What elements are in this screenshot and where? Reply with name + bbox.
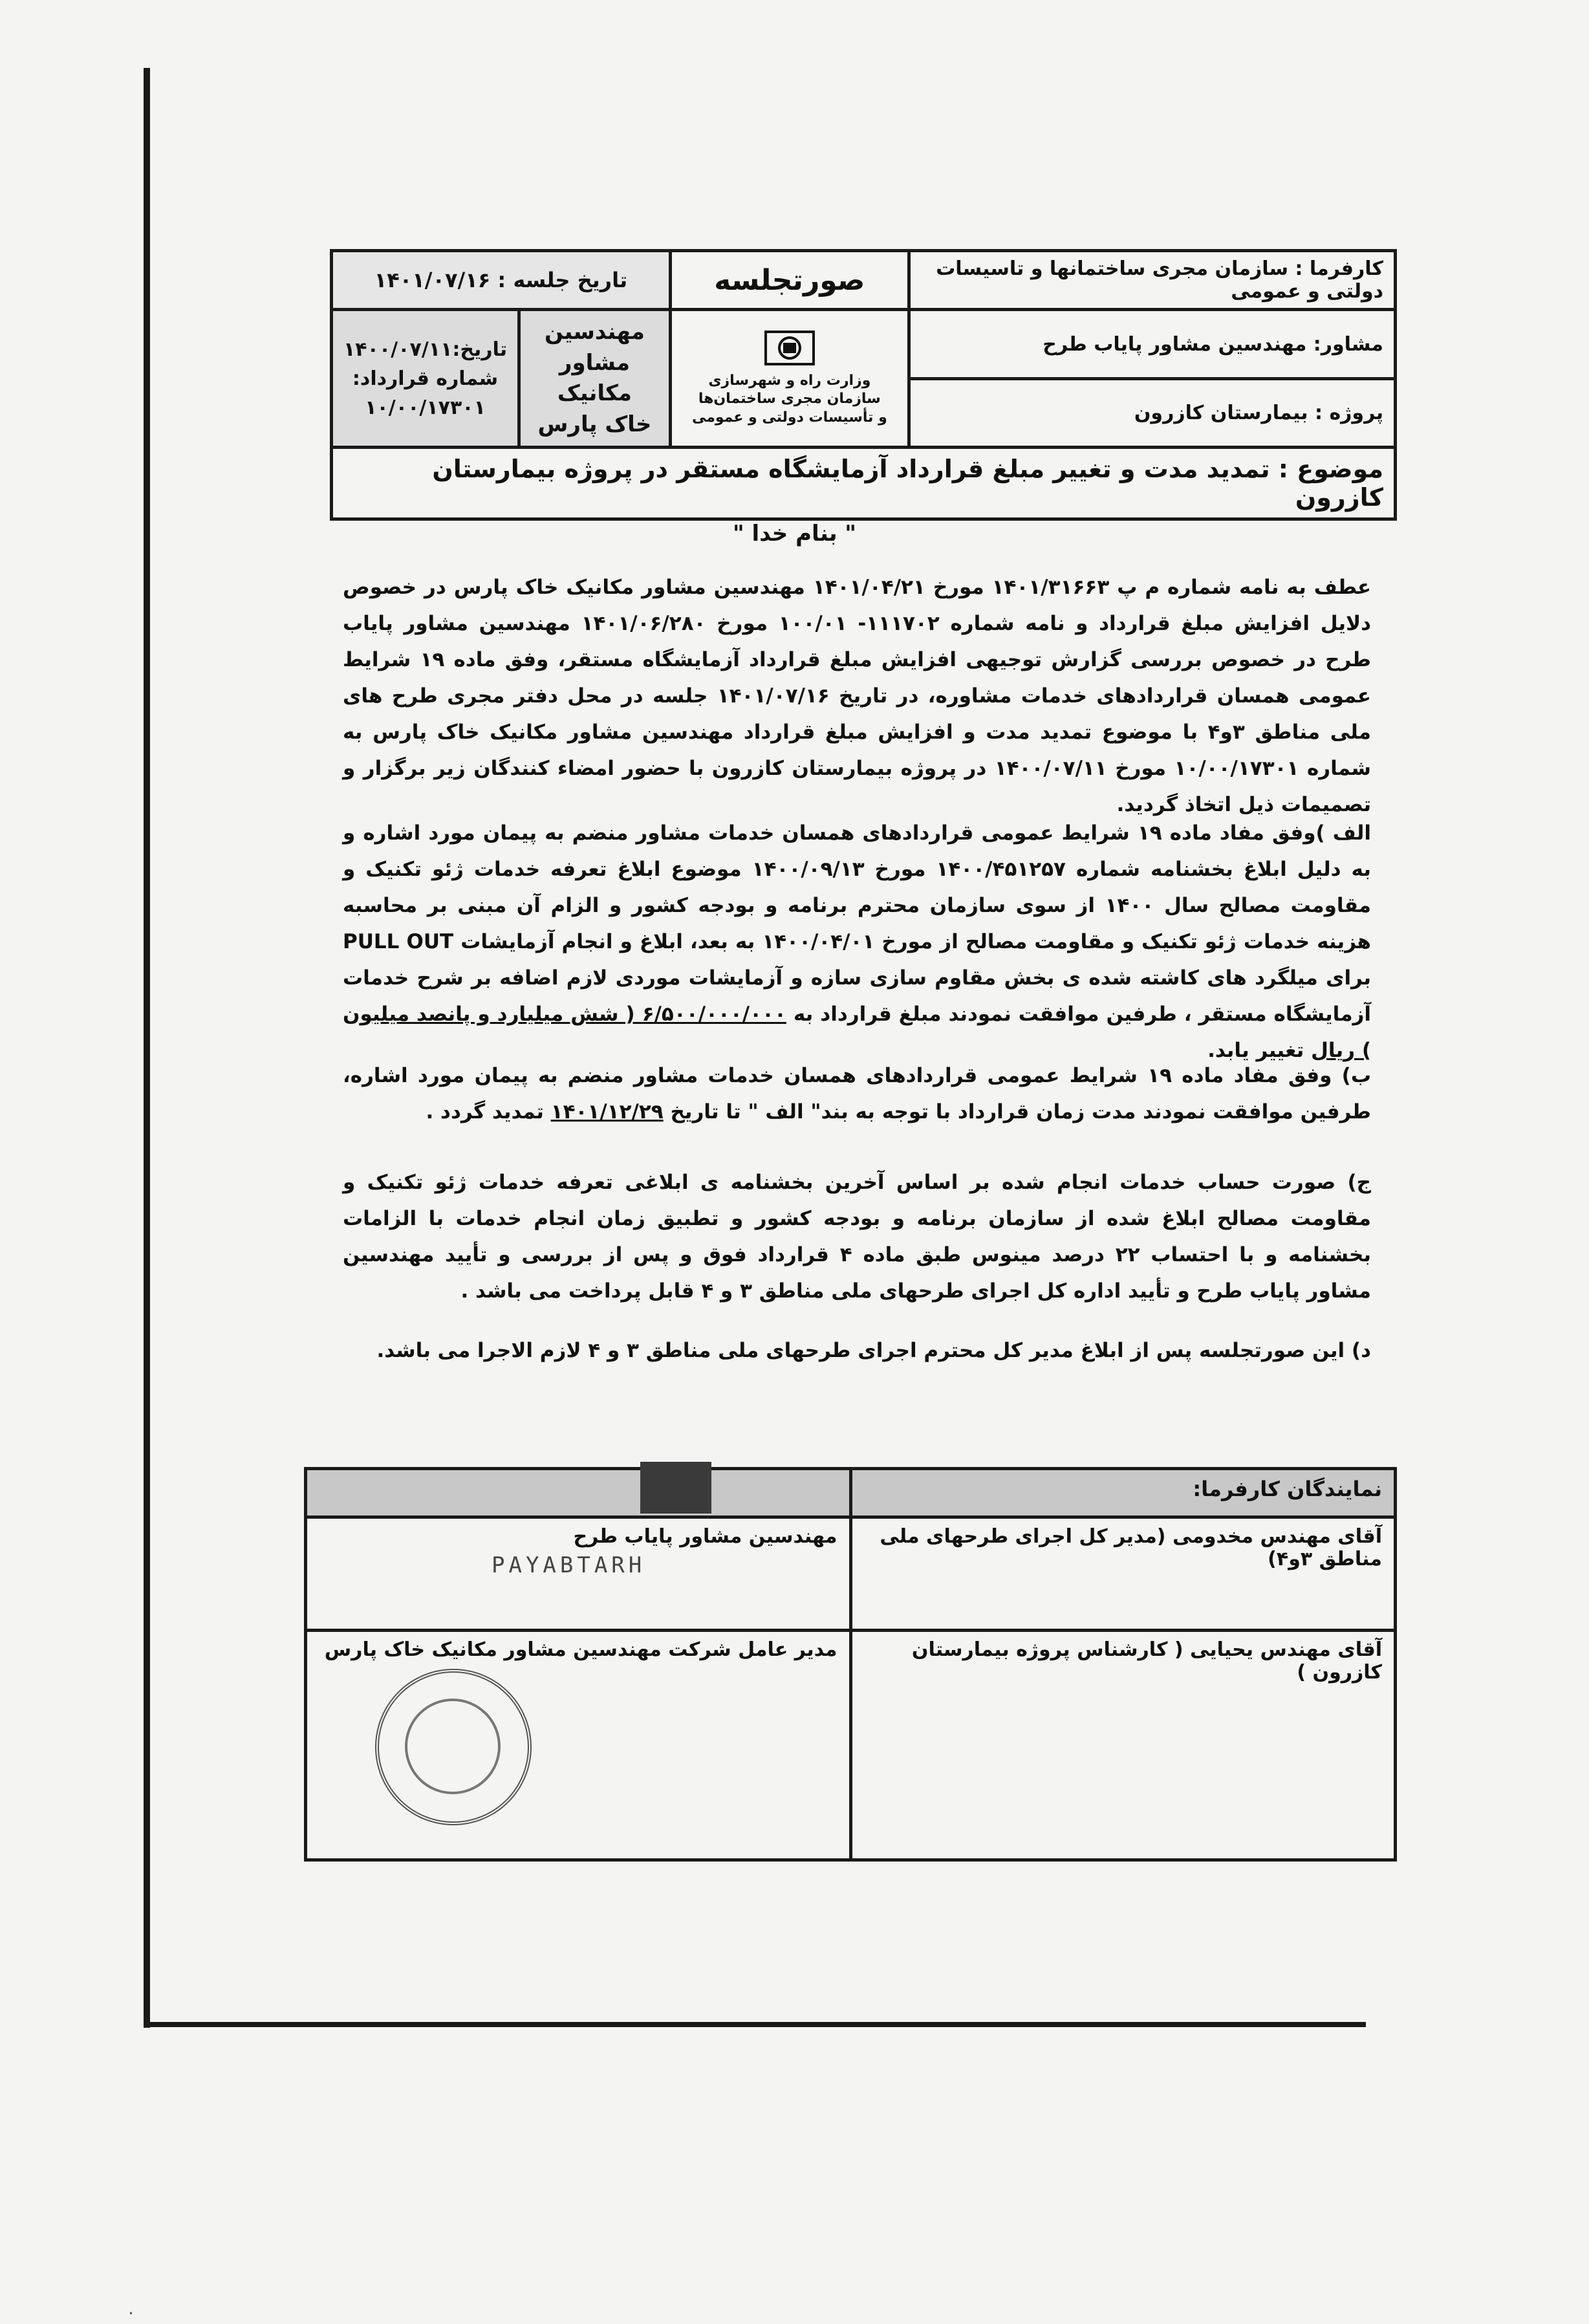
contract-date: تاریخ:۱۴۰۰/۰۷/۱۱ <box>343 338 508 361</box>
subject-line: موضوع : تمدید مدت و تغییر مبلغ قرارداد آزمایشگاه مستقر در پروژه بیمارستان کازرون <box>332 448 1396 519</box>
firm-name <box>519 310 671 448</box>
contract-amount: ۶/۵۰۰/۰۰۰/۰۰۰ ( شش میلیارد و پانصد میلیون ) ریال <box>343 1003 1371 1062</box>
paragraph-be-text: ب) وفق مفاد ماده ۱۹ شرایط عمومی قراردادهای همسان خدمات مشاور منضم به پیمان مورد اشاره، طرفین موافقت نمودند مدت زمان قرارداد با توجه به بند" الف " تا تاریخ <box>343 1064 1371 1124</box>
paragraph-intro: عطف به نامه شماره م پ ۱۴۰۱/۳۱۶۶۳ مورخ ۱۴۰۱/۰۴/۲۱ مهندسین مشاور مکانیک خاک پارس در خصوص دلایل افزایش مبلغ قرارداد و نامه شماره ۱۱۱۷۰۲- ۱۰۰/۰۱ مورخ ۱۴۰۱/۰۶/۲۸۰ مهندسین مشاور پایاب طرح در خصوص بررسی گزارش توجیهی افزایش مبلغ قرارداد آزمایشگاه مستقر، وفق ماده ۱۹ شرایط عمومی همسان قراردادهای خدمات مشاوره، در تاریخ ۱۴۰۱/۰۷/۱۶ جلسه در محل دفتر مجری طرح های ملی مناطق ۳و۴ با موضوع تمدید مدت و افزایش مبلغ قرارداد مهندسین مشاور مکانیک خاک پارس به شماره ۱۰/۰۰/۱۷۳۰۱ مورخ ۱۴۰۰/۰۷/۱۱ در پروژه بیمارستان کازرون با حضور امضاء کنندگان زیر برگزار و تصمیمات ذیل اتخاذ گردید. <box>343 576 1372 816</box>
page-border-bottom <box>144 2022 1366 2027</box>
paragraph-dal: د) این صورتجلسه پس از ابلاغ مدیر کل محترم اجرای طرحهای ملی مناطق ۳ و ۴ لازم الاجرا می باشد. <box>376 1339 1371 1362</box>
paragraph-alef-end: تغییر یابد. <box>1207 1039 1311 1062</box>
paragraph-be-end: تمدید گردد . <box>426 1100 551 1124</box>
project-label: پروژه : بیمارستان کازرون <box>909 378 1395 447</box>
consultant-signatory: مهندسین مشاور پایاب طرح <box>306 1517 851 1631</box>
employer-representatives-heading: نمایندگان کارفرما: <box>850 1469 1396 1517</box>
firm-line-3: خاک پارس <box>537 411 652 437</box>
scan-mark: · <box>128 2303 134 2324</box>
consultant-label: مشاور: مهندسین مشاور پایاب طرح <box>909 310 1395 378</box>
ceo-signatory: مدیر عامل شرکت مهندسین مشاور مکانیک خاک پارس <box>306 1631 851 1860</box>
employer-rep-2: آقای مهندس یحیایی ( کارشناس پروژه بیمارستان کازرون ) <box>850 1631 1396 1860</box>
logo-line-1: وزارت راه و شهرسازی <box>708 372 871 389</box>
employer-rep-1: آقای مهندس مخدومی (مدیر کل اجرای طرحهای ملی مناطق ۳و۴) <box>850 1517 1396 1631</box>
company-logo-stamp <box>640 1462 711 1514</box>
round-seal <box>375 1669 532 1825</box>
client-label: کارفرما : سازمان مجری ساختمانها و تاسیسات دولتی و عمومی <box>909 251 1395 310</box>
payabtarh-stamp-text: PAYABTARH <box>492 1552 646 1578</box>
logo-line-3: و تأسیسات دولتی و عمومی <box>691 409 887 426</box>
firm-line-1: مهندسین <box>544 319 645 345</box>
ministry-logo <box>670 310 909 448</box>
paragraph-alef <box>343 815 1371 1069</box>
extension-date: ۱۴۰۱/۱۲/۲۹ <box>550 1100 664 1124</box>
round-seal-inner <box>405 1699 501 1794</box>
header-table <box>330 249 1397 521</box>
firm-line-2: مشاور مکانیک <box>557 349 632 407</box>
contract-label: شماره قرارداد: <box>352 367 499 390</box>
paragraph-be <box>343 1058 1371 1130</box>
paragraph-alef-text: الف )وفق مفاد ماده ۱۹ شرایط عمومی قراردادهای همسان خدمات مشاور منضم به پیمان مورد اشاره و به دلیل ابلاغ بخشنامه شماره ۱۴۰۰/۴۵۱۲۵۷ مورخ ۱۴۰۰/۰۹/۱۳ موضوع ابلاغ تعرفه خدمات ژئو تکنیک و مقاومت مصالح سال ۱۴۰۰ از سوی سازمان محترم برنامه و بودجه کشور و الزام آن مبنی بر محاسبه هزینه خدمات ژئو تکنیک و مقاومت مصالح از مورخ ۱۴۰۰/۰۴/۰۱ به بعد، ابلاغ و انجام آزمایشات PULL OUT برای میلگرد های کاشته شده ی بخش مقاوم سازی سازه و آزمایشات موردی لازم اضافه بر شرح خدمات آزمایشگاه مستقر ، طرفین موافقت نمودند مبلغ قرارداد به <box>343 821 1371 1026</box>
document-title: صورتجلسه <box>670 251 909 310</box>
page-border-left <box>144 68 150 2028</box>
bismillah: " بنام خدا " <box>732 521 857 547</box>
paragraph-jim: ج) صورت حساب خدمات انجام شده بر اساس آخرین بخشنامه ی ابلاغی تعرفه خدمات ژئو تکنیک و مقاومت مصالح ابلاغ شده از سازمان برنامه و بودجه کشور و تطبیق زمان انجام خدمات با الزامات بخشنامه و با احتساب ۲۲ درصد مینوس طبق ماده ۴ قرارداد فوق و پس از بررسی و تأیید مهندسین مشاور پایاب طرح و تأیید اداره کل اجرای طرحهای ملی مناطق ۳ و ۴ قابل پرداخت می باشد . <box>343 1171 1371 1303</box>
ministry-emblem-icon <box>764 330 816 366</box>
signature-header-empty <box>306 1469 851 1517</box>
contract-number: ۱۰/۰۰/۱۷۳۰۱ <box>365 396 486 419</box>
meeting-date: تاریخ جلسه : ۱۴۰۱/۰۷/۱۶ <box>332 251 671 310</box>
contract-info <box>332 310 519 448</box>
logo-line-2: سازمان مجری ساختمان‌ها <box>698 391 881 407</box>
